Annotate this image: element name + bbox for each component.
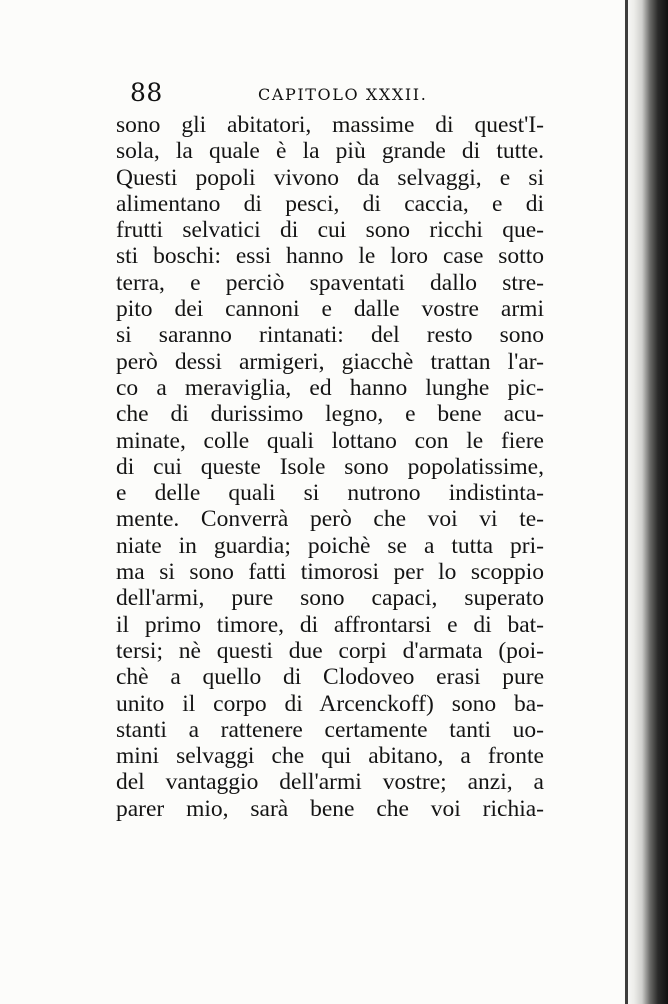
text-line: co a meraviglia, ed hanno lunghe pic-: [116, 374, 544, 401]
text-line: sono gli abitatori, massime di quest'I-: [116, 112, 544, 138]
text-line: che di durissimo legno, e bene acu-: [116, 401, 544, 428]
text-line: ma si sono fatti timorosi per lo scoppio: [116, 559, 544, 586]
text-line: chè a quello di Clodoveo erasi pure: [116, 664, 544, 691]
text-line: pito dei cannoni e dalle vostre armi: [116, 296, 544, 323]
text-line: minate, colle quali lottano con le fiere: [116, 427, 544, 454]
text-line: si saranno rintanati: del resto sono: [116, 322, 544, 349]
body-text: [116, 112, 544, 822]
text-line: sti boschi: essi hanno le loro case sotto: [116, 243, 544, 270]
text-line: frutti selvatici di cui sono ricchi que-: [116, 217, 544, 244]
text-line: tersi; nè questi due corpi d'armata (poi-: [116, 637, 544, 664]
binding-edge: [624, 0, 668, 1004]
text-line: e delle quali si nutrono indistinta-: [116, 480, 544, 507]
page-edge-shadow: [625, 0, 628, 1004]
page-number: 88: [130, 78, 163, 107]
text-line: Questi popoli vivono da selvaggi, e si: [116, 164, 544, 191]
text-line: terra, e perciò spaventati dallo stre-: [116, 269, 544, 296]
text-line: sola, la quale è la più grande di tutte.: [116, 138, 544, 165]
text-line: stanti a rattenere certamente tanti uo-: [116, 716, 544, 743]
text-line: però dessi armigeri, giacchè trattan l'ar-: [116, 348, 544, 375]
text-line: parer mio, sarà bene che voi richia-: [116, 795, 544, 822]
text-line: del vantaggio dell'armi vostre; anzi, a: [116, 769, 544, 796]
text-line: alimentano di pesci, di caccia, e di: [116, 190, 544, 217]
text-line: dell'armi, pure sono capaci, superato: [116, 585, 544, 612]
text-line: mente. Converrà però che voi vi te-: [116, 506, 544, 533]
text-line: il primo timore, di affrontarsi e di bat-: [116, 611, 544, 638]
running-head: CAPITOLO XXXII.: [258, 85, 428, 104]
page-header: [118, 78, 548, 112]
text-line: niate in guardia; poichè se a tutta pri-: [116, 532, 544, 559]
text-line: di cui queste Isole sono popolatissime,: [116, 453, 544, 480]
text-line: unito il corpo di Arcenckoff) sono ba-: [116, 690, 544, 717]
text-line: mini selvaggi che qui abitano, a fronte: [116, 743, 544, 770]
